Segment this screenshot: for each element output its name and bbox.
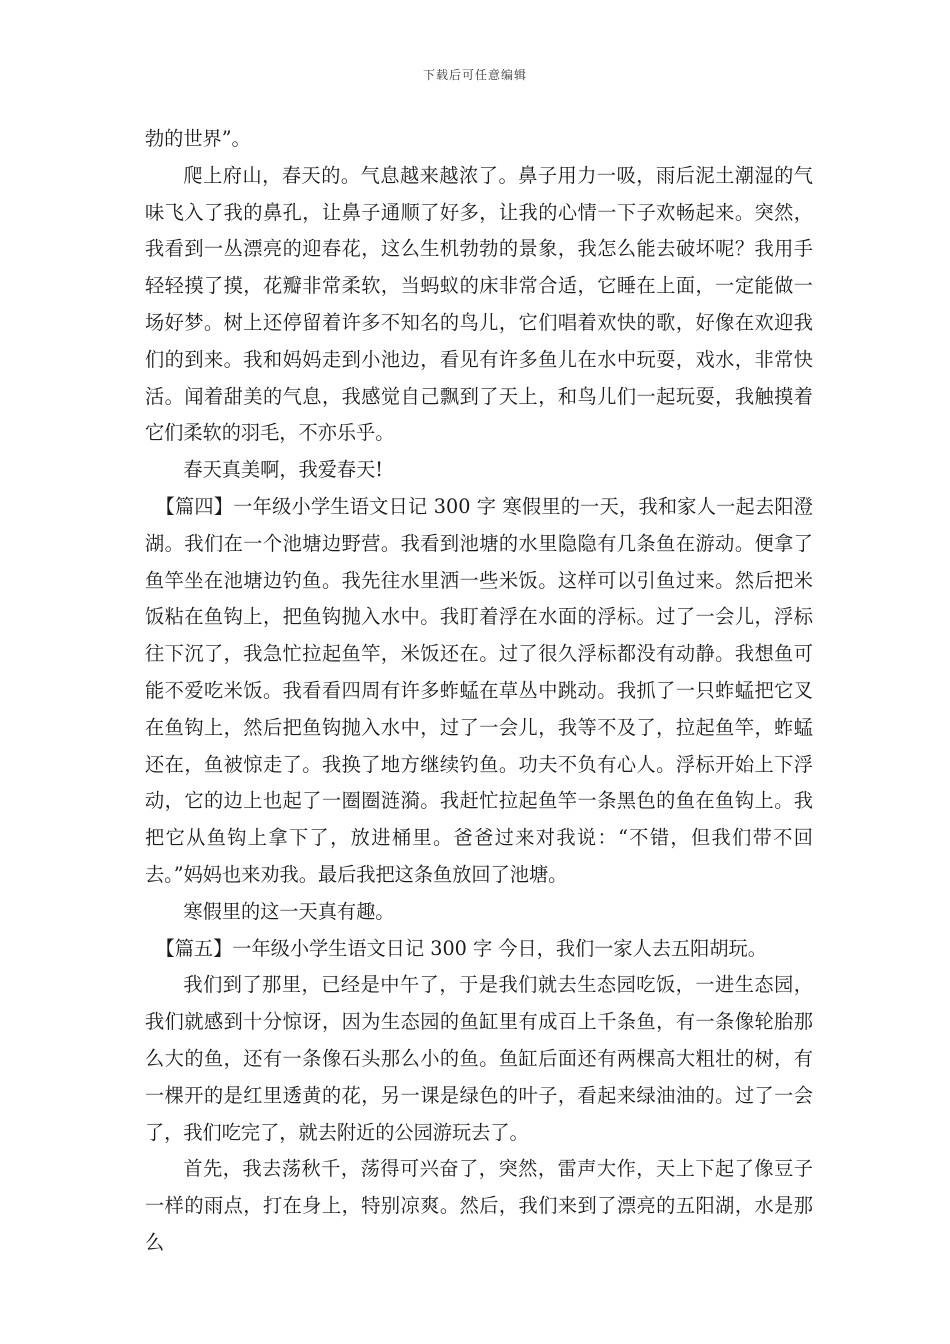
document-body <box>145 121 813 1262</box>
paragraph-entry-five: 【篇五】一年级小学生语文日记 300 字 今日，我们一家人去五阳胡玩。 <box>155 936 767 960</box>
paragraph-entry-four: 【篇四】一年级小学生语文日记 300 字 寒假里的一天，我和家人一起去阳澄湖。我们在一个池塘边野营。我看到池塘的水里隐隐有几条鱼在游动。便拿了鱼竿坐在池塘边钓鱼。我先往水里洒一些米饭。这样可以引鱼过来。然后把米饭粘在鱼钩上，把鱼钩抛入水中。我盯着浮在水面的浮标。过了一会儿，浮标往下沉了，我急忙拉起鱼竿，米饭还在。过了很久浮标都没有动静。我想鱼可能不爱吃米饭。我看看四周有许多蚱蜢在草丛中跳动。我抓了一只蚱蜢把它叉在鱼钩上，然后把鱼钩抛入水中，过了一会儿，我等不及了，拉起鱼竿，蚱蜢还在，鱼被惊走了。我换了地方继续钓鱼。功夫不负有心人。浮标开始上下浮动，它的边上也起了一圈圈涟漪。我赶忙拉起鱼竿一条黑色的鱼在鱼钩上。我把它从鱼钩上拿下了，放进桶里。爸爸过来对我说：“不错，但我们带不回去。”妈妈也来劝我。最后我把这条鱼放回了池塘。 <box>145 494 813 886</box>
paragraph-fushan: 爬上府山，春天的。气息越来越浓了。鼻子用力一吸，雨后泥土潮湿的气味飞入了我的鼻孔，让鼻子通顺了好多，让我的心情一下子欢畅起来。突然，我看到一丛漂亮的迎春花，这么生机勃勃的景象，我怎么能去破坏呢？我用手轻轻摸了摸，花瓣非常柔软，当蚂蚁的床非常合适，它睡在上面，一定能做一场好梦。树上还停留着许多不知名的鸟儿，它们唱着欢快的歌，好像在欢迎我们的到来。我和妈妈走到小池边，看见有许多鱼儿在水中玩耍，戏水，非常快活。闻着甜美的气息，我感觉自己飘到了天上，和鸟儿们一起玩耍，我触摸着它们柔软的羽毛，不亦乐乎。 <box>145 163 813 445</box>
paragraph-eco-park: 我们到了那里，已经是中午了，于是我们就去生态园吃饭，一进生态园，我们就感到十分惊讶，因为生态园的鱼缸里有成百上千条鱼，有一条像轮胎那么大的鱼，还有一条像石头那么小的鱼。鱼缸后面还有两棵高大粗壮的树，有一棵开的是红里透黄的花，另一课是绿色的叶子，看起来绿油油的。过了一会了，我们吃完了，就去附近的公园游玩去了。 <box>145 973 813 1144</box>
paragraph-swing: 首先，我去荡秋千，荡得可兴奋了，突然，雷声大作，天上下起了像豆子一样的雨点，打在身上，特别凉爽。然后，我们来到了漂亮的五阳湖，水是那么 <box>145 1157 813 1254</box>
paragraph-continuation: 勃的世界”。 <box>145 127 251 150</box>
page-header: 下载后可任意编辑 <box>422 68 527 82</box>
paragraph-winter-conclusion: 寒假里的这一天真有趣。 <box>183 899 395 923</box>
paragraph-spring-conclusion: 春天真美啊，我爱春天! <box>183 458 383 482</box>
